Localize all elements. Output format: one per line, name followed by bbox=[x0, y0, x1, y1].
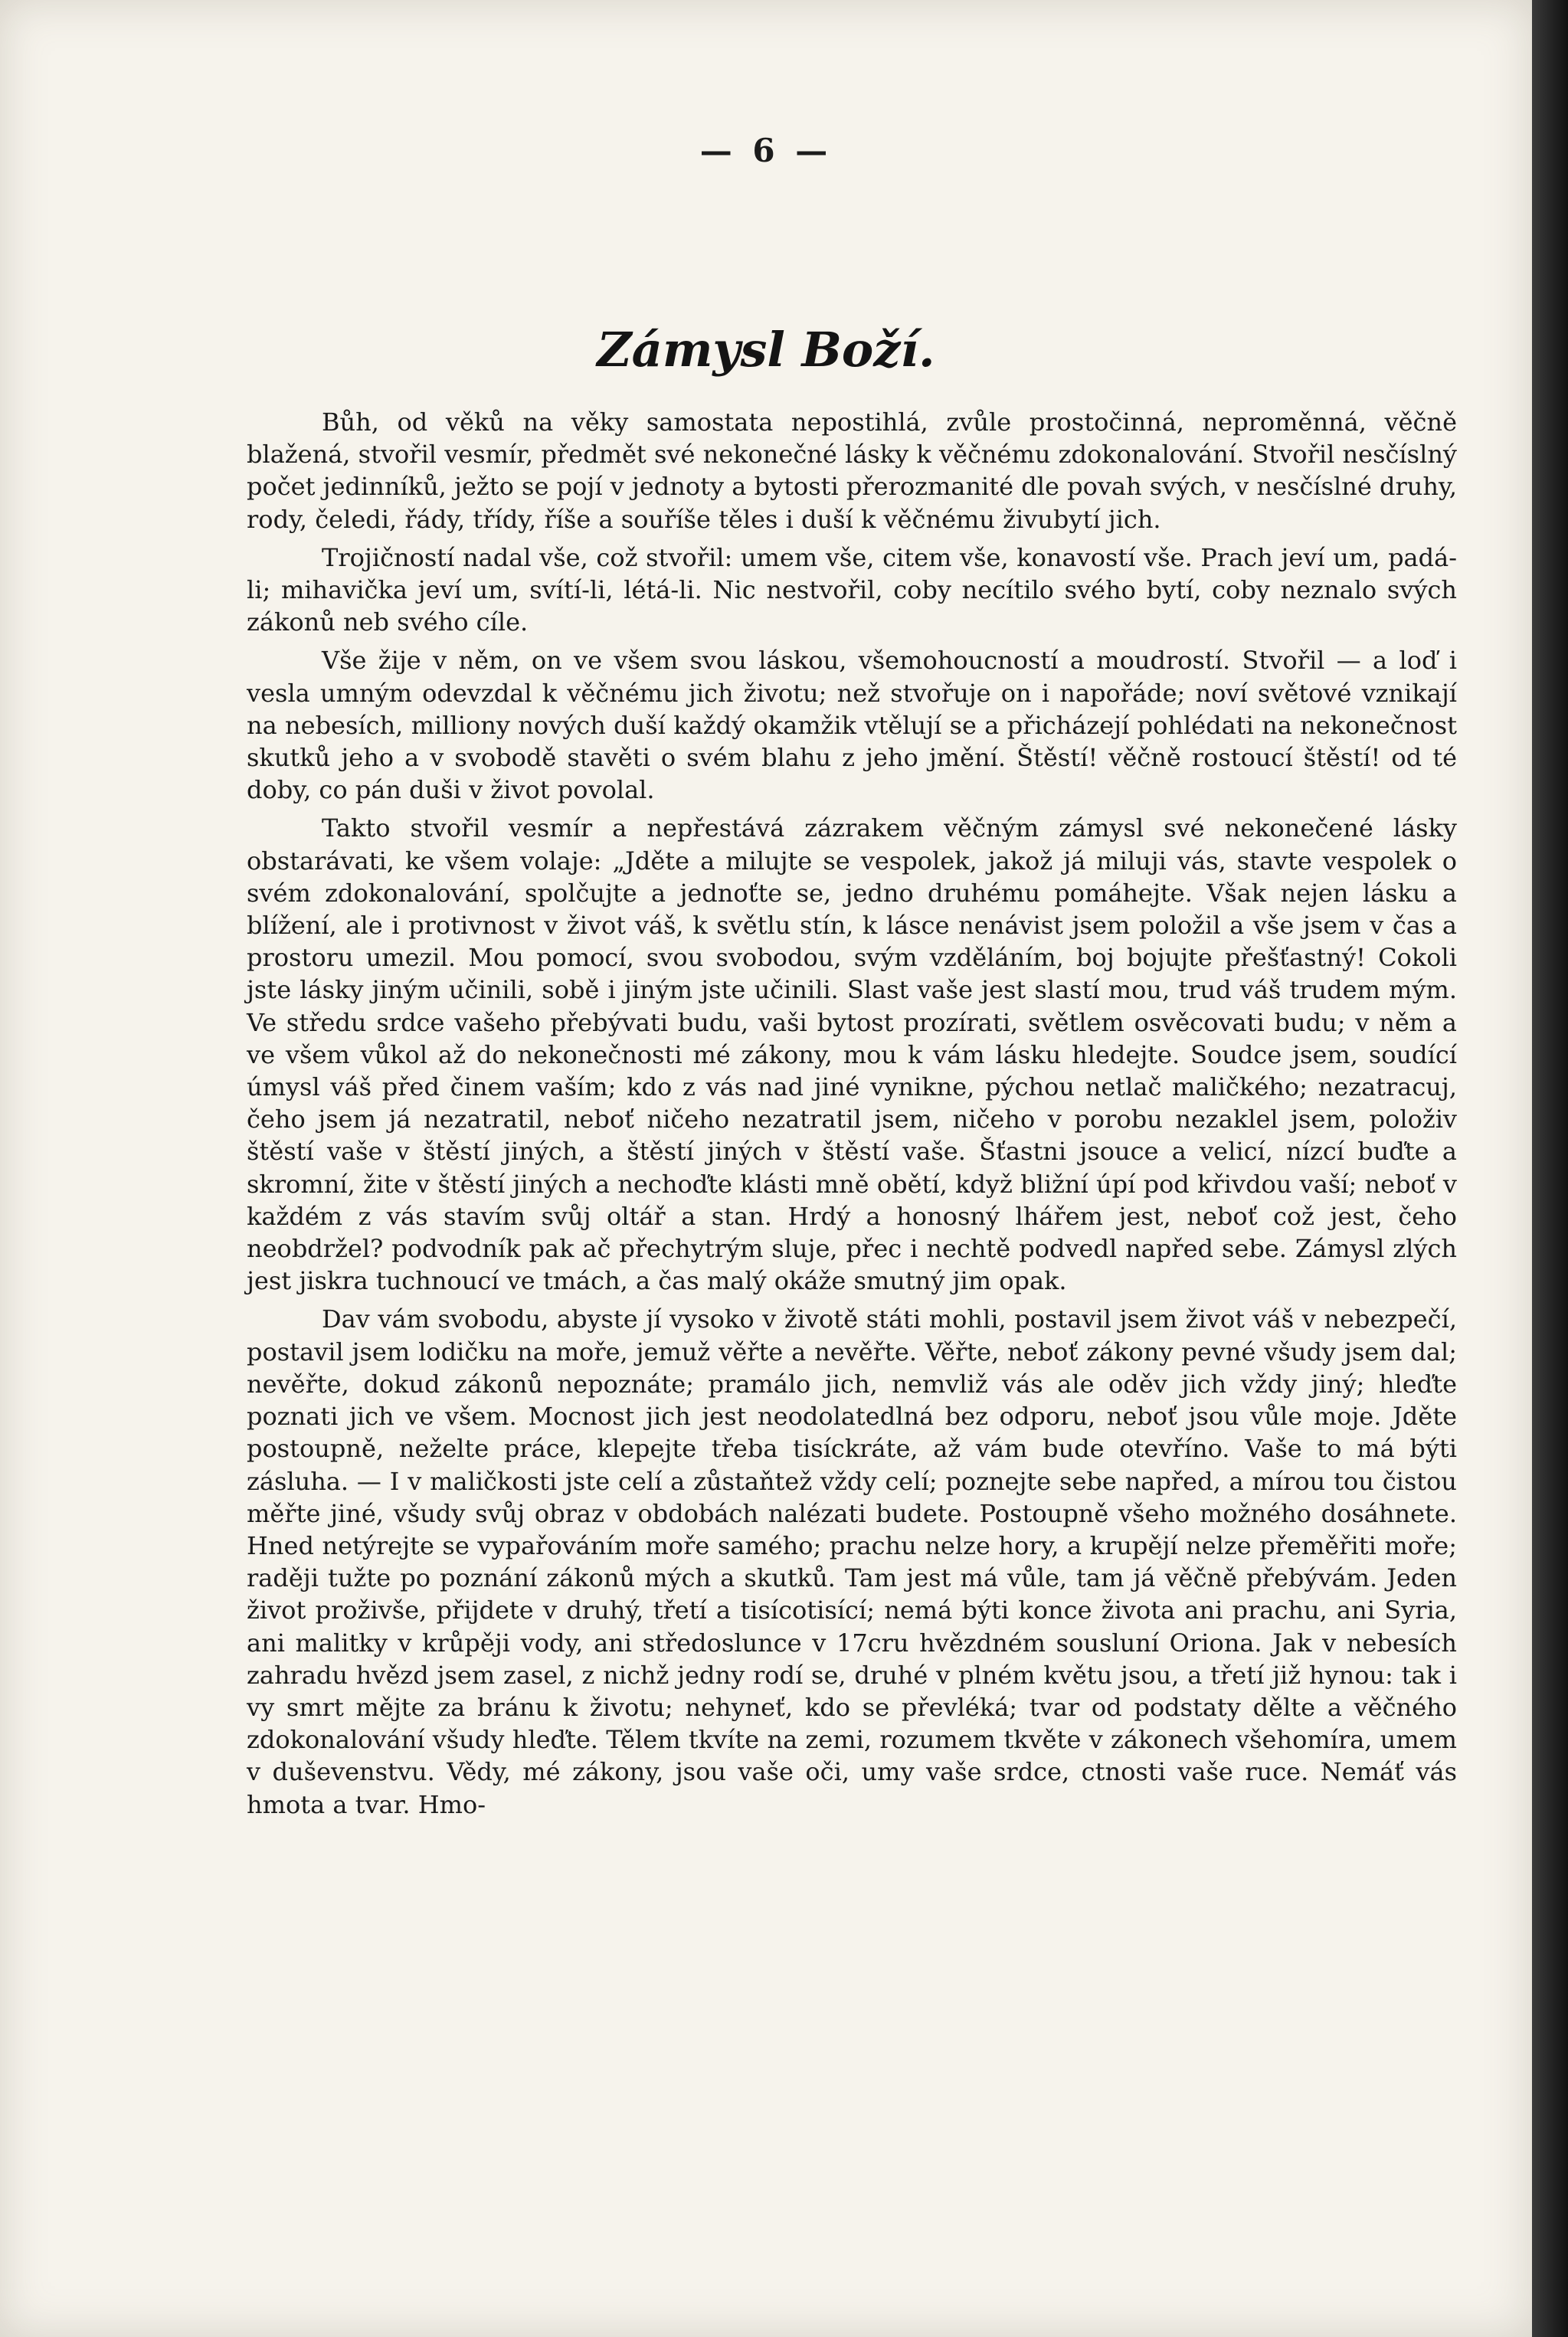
paragraph-1: Bůh, od věků na věky samostata nepostihlá, zvůle prostočinná, neproměnná, věčně blažená, stvořil vesmír, předmět své nekonečné lásky k věčnému zdokonalování. Stvořil nesčíslný počet jedinníků, ježto se pojí v jednoty a bytosti přerozmanité dle povah svých, v nesčíslné druhy, rody, čeledi, řády, třídy, říše a souříše těles i duší k věčnému živubytí jich. bbox=[247, 408, 1457, 534]
body-text bbox=[247, 406, 1457, 1821]
scan-border bbox=[1532, 0, 1568, 2337]
page-title: Zámysl Boží. bbox=[597, 322, 935, 378]
page-number: — 6 — bbox=[699, 132, 833, 169]
paragraph-5: Dav vám svobodu, abyste jí vysoko v životě státi mohli, postavil jsem život váš v nebezpečí, postavil jsem lodičku na moře, jemuž věřte a nevěřte. Věřte, neboť zákony pevné všudy jsem dal; nevěřte, dokud zákonů nepoznáte; pramálo jich, nemvliž vás ale oděv jich vždy jiný; hleďte poznati jich ve všem. Mocnost jich jest neodolatedlná bez odporu, neboť jsou vůle moje. Jděte postoupně, neželte práce, klepejte třeba tisíckráte, až vám bude otevříno. Vaše to má býti zásluha. — I v maličkosti jste celí a zůstaňtež vždy celí; poznejte sebe napřed, a mírou tou čistou měřte jiné, všudy svůj obraz v obdobách nalézati budete. Postoupně všeho možného dosáhnete. Hned netýrejte se vypařováním moře samého; prachu nelze hory, a krupějí nelze přeměřiti moře; raději tužte po poznání zákonů mých a skutků. Tam jest má vůle, tam já věčně přebývám. Jeden život proživše, přijdete v druhý, třetí a tisícotisící; nemá býti konce života ani prachu, ani Syria, ani malitky v krůpěji vody, ani středoslunce v 17cru hvězdném sousluní Oriona. Jak v nebesích zahradu hvězd jsem zasel, z nichž jedny rodí se, druhé v plném květu jsou, a třetí již hynou: tak i vy smrt mějte za bránu k životu; nehyneť, kdo se převléká; tvar od podstaty dělte a věčného zdokonalování všudy hleďte. Tělem tkvíte na zemi, rozumem tkvěte v zákonech všehomíra, umem v duševenstvu. Vědy, mé zákony, jsou vaše oči, umy vaše srdce, ctnosti vaše ruce. Nemáť vás hmota a tvar. Hmo- bbox=[247, 1304, 1457, 1819]
paragraph-3: Vše žije v něm, on ve všem svou láskou, všemohoucností a moudrostí. Stvořil — a loď i vesla umným odevzdal k věčnému jich životu; než stvořuje on i napořáde; noví světové vznikají na nebesích, milliony nových duší každý okamžik vtělují se a přicházejí pohlédati na nekonečnost skutků jeho a v svobodě stavěti o svém blahu z jeho jmění. Štěstí! věčně rostoucí štěstí! od té doby, co pán duši v život povolal. bbox=[247, 646, 1457, 805]
paragraph-4: Takto stvořil vesmír a nepřestává zázrakem věčným zámysl své nekonečené lásky obstarávati, ke všem volaje: „Jděte a milujte se vespolek, jakož já miluji vás, stavte vespolek o svém zdokonalování, spolčujte a jednoťte se, jedno druhému pomáhejte. Však nejen lásku a blížení, ale i protivnost v život váš, k světlu stín, k lásce nenávist jsem položil a vše jsem v čas a prostoru umezil. Mou pomocí, svou svobodou, svým vzděláním, boj bojujte přešťastný! Cokoli jste lásky jiným učinili, sobě i jiným jste učinili. Slast vaše jest slastí mou, trud váš trudem mým. Ve středu srdce vašeho přebývati budu, vaši bytost prozírati, světlem osvěcovati budu; v něm a ve všem vůkol až do nekonečnosti mé zákony, mou k vám lásku hledejte. Soudce jsem, soudící úmysl váš před činem vaším; kdo z vás nad jiné vynikne, pýchou netlač maličkého; nezatracuj, čeho jsem já nezatratil, neboť ničeho nezatratil jsem, ničeho v porobu nezaklel jsem, položiv štěstí vaše v štěstí jiných, a štěstí jiných v štěstí vaše. Šťastni jsouce a velicí, nízcí buďte a skromní, žite v štěstí jiných a nechoďte klásti mně obětí, když bližní úpí pod křivdou vaší; neboť v každém z vás stavím svůj oltář a stan. Hrdý a honosný lhářem jest, neboť což jest, čeho neobdržel? podvodník pak ač přechytrým sluje, přec i nechtě podvedl napřed sebe. Zámysl zlých jest jiskra tuchnoucí ve tmách, a čas malý okáže smutný jim opak. bbox=[247, 813, 1457, 1296]
paragraph-2: Trojičností nadal vše, což stvořil: umem vše, citem vše, konavostí vše. Prach jeví um, padá-li; mihavička jeví um, svítí-li, létá-li. Nic nestvořil, coby necítilo svého bytí, coby neznalo svých zákonů neb svého cíle. bbox=[247, 542, 1457, 637]
